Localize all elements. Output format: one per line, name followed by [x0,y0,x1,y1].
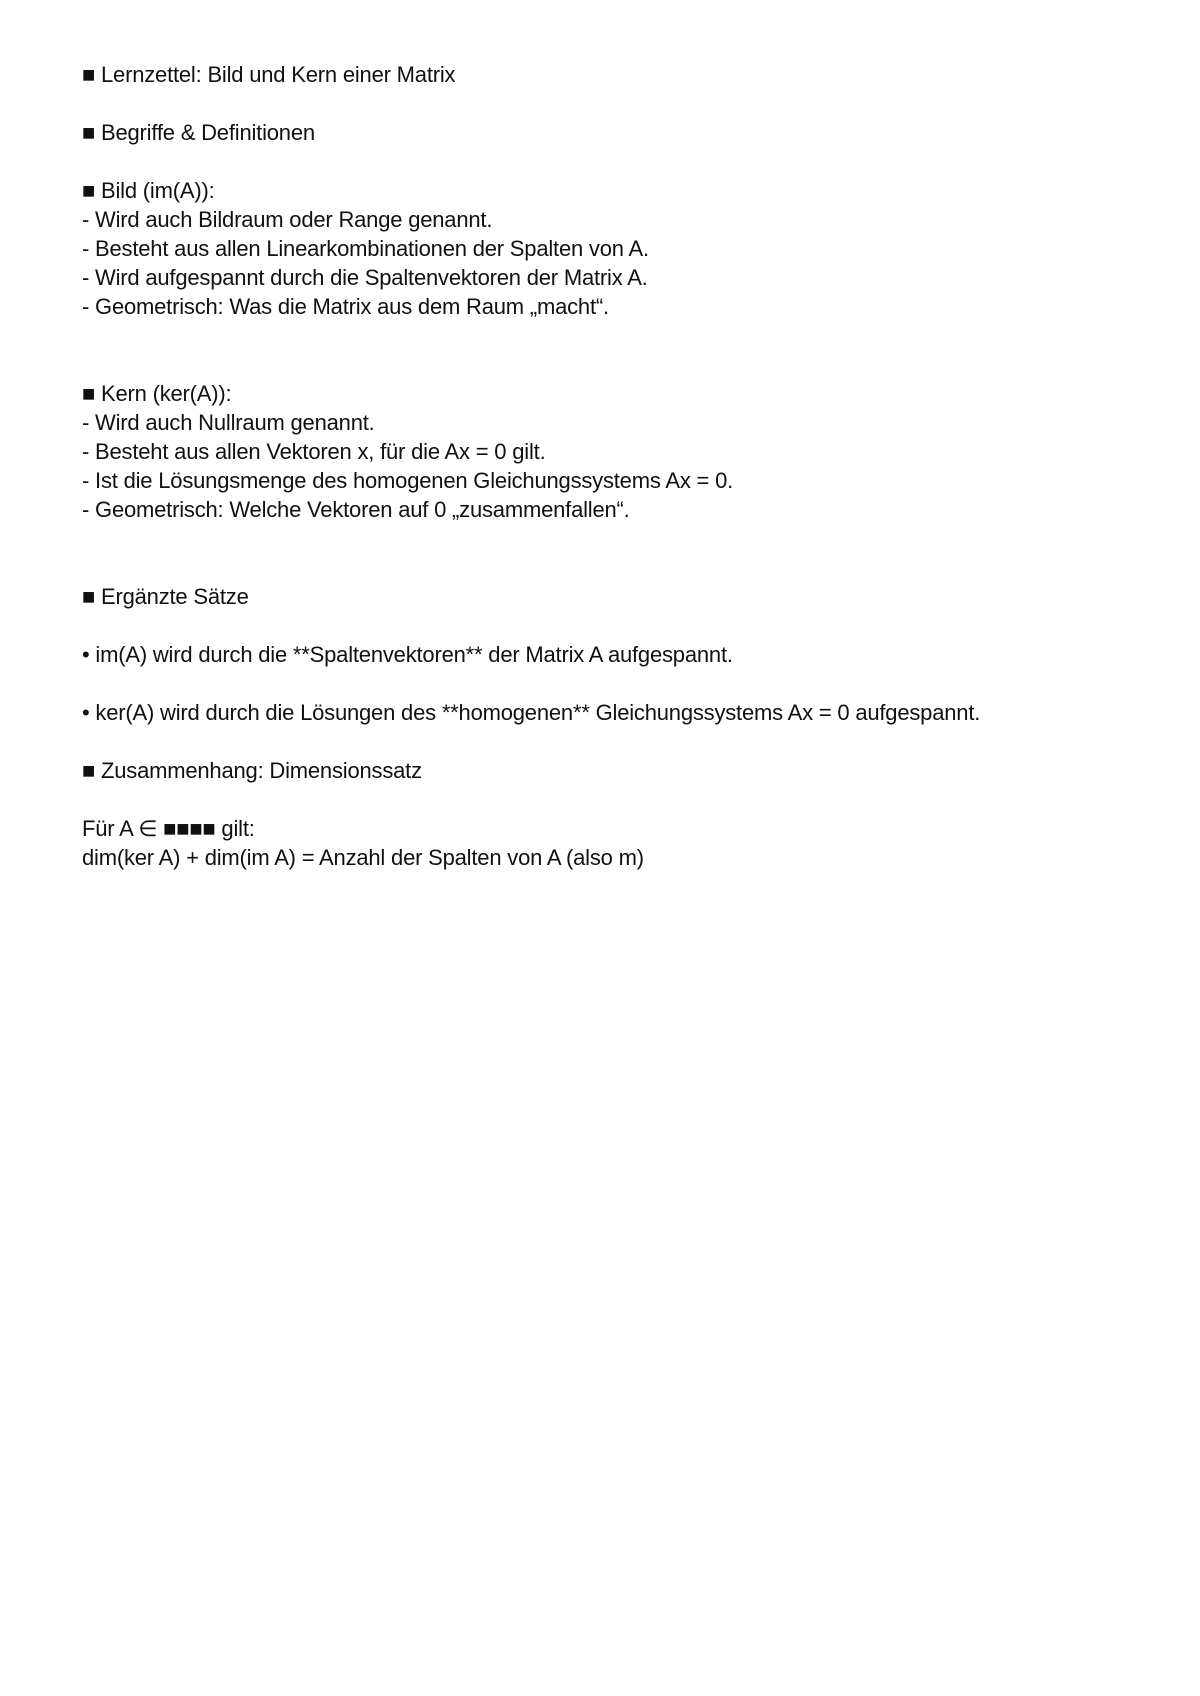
bild-item: - Geometrisch: Was die Matrix aus dem Raum „macht“. [82,294,609,319]
saetze-heading: ■ Ergänzte Sätze [82,584,249,609]
kern-item: - Wird auch Nullraum genannt. [82,410,375,435]
bild-item: - Besteht aus allen Linearkombinationen der Spalten von A. [82,236,649,261]
bild-item: - Wird aufgespannt durch die Spaltenvektoren der Matrix A. [82,265,648,290]
kern-heading: ■ Kern (ker(A)): [82,381,232,406]
kern-item: - Ist die Lösungsmenge des homogenen Gleichungssystems Ax = 0. [82,468,734,493]
document-title: ■ Lernzettel: Bild und Kern einer Matrix [82,62,456,87]
document-page [82,60,1142,872]
kern-item: - Geometrisch: Welche Vektoren auf 0 „zusammenfallen“. [82,497,630,522]
zusammenhang-heading: ■ Zusammenhang: Dimensionssatz [82,758,422,783]
kern-item: - Besteht aus allen Vektoren x, für die Ax = 0 gilt. [82,439,546,464]
bild-heading: ■ Bild (im(A)): [82,178,215,203]
saetze-item: • ker(A) wird durch die Lösungen des **homogenen** Gleichungssystems Ax = 0 aufgespannt. [82,700,981,725]
bild-item: - Wird auch Bildraum oder Range genannt. [82,207,493,232]
zusammenhang-line: Für A ∈ ■■■■ gilt: [82,816,255,841]
section-heading-definitions: ■ Begriffe & Definitionen [82,120,315,145]
saetze-item: • im(A) wird durch die **Spaltenvektoren** der Matrix A aufgespannt. [82,642,733,667]
zusammenhang-line: dim(ker A) + dim(im A) = Anzahl der Spalten von A (also m) [82,845,644,870]
